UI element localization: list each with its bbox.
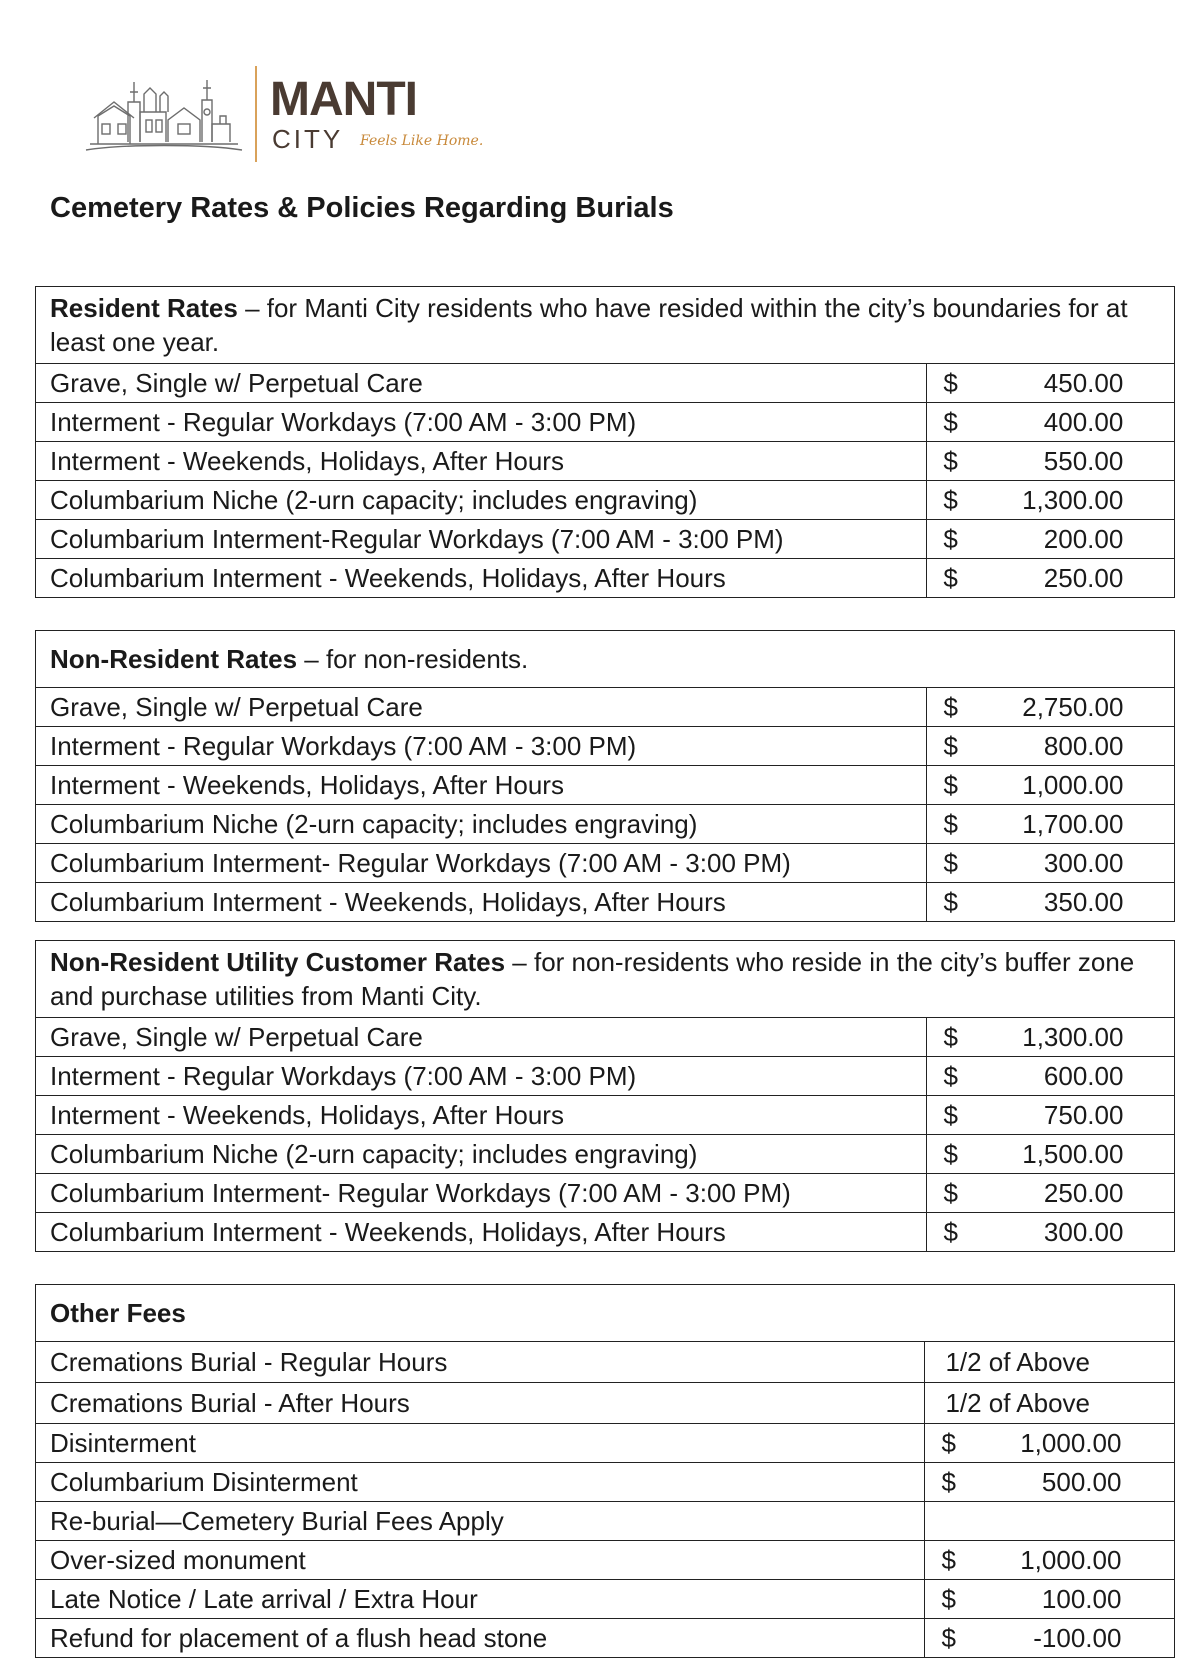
fee-item: Interment - Weekends, Holidays, After Hours <box>36 766 927 805</box>
fee-price <box>927 766 1175 805</box>
table-row <box>36 1057 1175 1096</box>
table-row <box>36 520 1175 559</box>
currency-symbol: $ <box>943 886 958 917</box>
fee-price <box>927 844 1175 883</box>
table-row <box>36 1018 1175 1057</box>
table-row <box>36 766 1175 805</box>
fee-item: Columbarium Interment - Weekends, Holidays, After Hours <box>36 1213 927 1252</box>
currency-symbol: $ <box>941 1583 956 1614</box>
table-row <box>36 1135 1175 1174</box>
section-header <box>36 287 1175 364</box>
currency-symbol: $ <box>943 562 958 593</box>
fee-price <box>927 1213 1175 1252</box>
page-title: Cemetery Rates & Policies Regarding Burials <box>50 192 674 224</box>
fee-amount: 100.00 <box>1041 1583 1122 1614</box>
fee-item: Interment - Regular Workdays (7:00 AM - 3:00 PM) <box>36 403 927 442</box>
fee-amount: 300.00 <box>1043 1216 1124 1247</box>
fee-item: Cremations Burial - Regular Hours <box>36 1342 925 1383</box>
fee-item: Over-sized monument <box>36 1541 925 1580</box>
currency-symbol: $ <box>943 1021 958 1052</box>
currency-symbol: $ <box>943 1060 958 1091</box>
table-row <box>36 805 1175 844</box>
fee-amount: 250.00 <box>1043 562 1124 593</box>
section-description: – for Manti City residents who have resided within the city’s boundaries for at least one year. <box>50 293 1128 357</box>
currency-symbol: $ <box>943 769 958 800</box>
fee-note: 1/2 of Above <box>945 1346 1090 1377</box>
fee-item: Disinterment <box>36 1424 925 1463</box>
fee-price <box>927 1057 1175 1096</box>
fee-price <box>927 1174 1175 1213</box>
fee-item: Columbarium Niche (2-urn capacity; includes engraving) <box>36 1135 927 1174</box>
fee-price <box>927 727 1175 766</box>
fee-item: Grave, Single w/ Perpetual Care <box>36 364 927 403</box>
table-row <box>36 1383 1175 1424</box>
fee-item: Interment - Weekends, Holidays, After Hours <box>36 1096 927 1135</box>
fee-price <box>925 1424 1175 1463</box>
fee-amount: 550.00 <box>1043 445 1124 476</box>
utility-customer-rates-table <box>35 940 1175 1252</box>
fee-price <box>927 442 1175 481</box>
fee-amount: 300.00 <box>1043 847 1124 878</box>
fee-item: Grave, Single w/ Perpetual Care <box>36 688 927 727</box>
fee-item: Columbarium Interment- Regular Workdays (7:00 AM - 3:00 PM) <box>36 844 927 883</box>
currency-symbol: $ <box>941 1427 956 1458</box>
table-row <box>36 1619 1175 1658</box>
fee-price <box>925 1502 1175 1541</box>
section-heading: Non-Resident Utility Customer Rates <box>50 947 506 977</box>
fee-item: Re-burial—Cemetery Burial Fees Apply <box>36 1502 925 1541</box>
currency-symbol: $ <box>943 691 958 722</box>
section-header <box>36 941 1175 1018</box>
currency-symbol: $ <box>943 1138 958 1169</box>
section-header <box>36 631 1175 688</box>
currency-symbol: $ <box>943 847 958 878</box>
fee-price <box>927 403 1175 442</box>
fee-price <box>927 364 1175 403</box>
logo-city-text: CITY <box>272 124 344 154</box>
fee-price <box>925 1580 1175 1619</box>
logo-tagline: Feels Like Home. <box>360 133 484 149</box>
fee-amount: 800.00 <box>1043 730 1124 761</box>
manti-city-logo <box>84 66 504 166</box>
currency-symbol: $ <box>941 1544 956 1575</box>
fee-amount: 500.00 <box>1041 1466 1122 1497</box>
currency-symbol: $ <box>943 1216 958 1247</box>
table-row <box>36 1502 1175 1541</box>
fee-item: Columbarium Interment- Regular Workdays (7:00 AM - 3:00 PM) <box>36 1174 927 1213</box>
currency-symbol: $ <box>943 523 958 554</box>
fee-item: Late Notice / Late arrival / Extra Hour <box>36 1580 925 1619</box>
table-row <box>36 1424 1175 1463</box>
fee-item: Grave, Single w/ Perpetual Care <box>36 1018 927 1057</box>
table-row <box>36 727 1175 766</box>
fee-item: Interment - Regular Workdays (7:00 AM - 3:00 PM) <box>36 727 927 766</box>
table-row <box>36 1174 1175 1213</box>
fee-amount: 600.00 <box>1043 1060 1124 1091</box>
non-resident-rates-table <box>35 630 1175 922</box>
fee-item: Columbarium Niche (2-urn capacity; includes engraving) <box>36 805 927 844</box>
logo-divider <box>255 66 257 162</box>
currency-symbol: $ <box>943 808 958 839</box>
currency-symbol: $ <box>941 1466 956 1497</box>
fee-price <box>925 1383 1175 1424</box>
fee-amount: 200.00 <box>1043 523 1124 554</box>
section-heading: Other Fees <box>50 1298 186 1328</box>
table-row <box>36 1096 1175 1135</box>
currency-symbol: $ <box>943 406 958 437</box>
fee-amount: 1,000.00 <box>1020 1427 1122 1458</box>
section-heading: Non-Resident Rates <box>50 644 298 674</box>
currency-symbol: $ <box>943 1099 958 1130</box>
fee-price <box>927 520 1175 559</box>
table-row <box>36 1213 1175 1252</box>
section-heading: Resident Rates <box>50 293 238 323</box>
table-row <box>36 442 1175 481</box>
fee-price <box>925 1342 1175 1383</box>
fee-price <box>925 1619 1175 1658</box>
table-row <box>36 1463 1175 1502</box>
resident-rates-table <box>35 286 1175 598</box>
fee-item: Columbarium Interment - Weekends, Holidays, After Hours <box>36 559 927 598</box>
fee-item: Columbarium Interment - Weekends, Holidays, After Hours <box>36 883 927 922</box>
section-description: – for non-residents. <box>297 644 529 674</box>
town-skyline-icon <box>84 72 244 156</box>
fee-amount: 1,300.00 <box>1022 484 1124 515</box>
currency-symbol: $ <box>943 445 958 476</box>
currency-symbol: $ <box>941 1622 956 1653</box>
fee-item: Columbarium Disinterment <box>36 1463 925 1502</box>
logo-wordmark: MANTI <box>270 73 417 126</box>
table-row <box>36 688 1175 727</box>
fee-price <box>927 481 1175 520</box>
other-fees-table <box>35 1284 1175 1658</box>
currency-symbol: $ <box>943 1177 958 1208</box>
table-row <box>36 883 1175 922</box>
fee-amount: 1,500.00 <box>1022 1138 1124 1169</box>
fee-amount: 2,750.00 <box>1022 691 1124 722</box>
fee-price <box>927 1096 1175 1135</box>
fee-price <box>927 805 1175 844</box>
fee-amount: 400.00 <box>1043 406 1124 437</box>
fee-amount: 450.00 <box>1043 367 1124 398</box>
fee-item: Interment - Weekends, Holidays, After Hours <box>36 442 927 481</box>
fee-amount: 1,000.00 <box>1020 1544 1122 1575</box>
fee-price <box>927 688 1175 727</box>
fee-item: Refund for placement of a flush head stone <box>36 1619 925 1658</box>
fee-amount: 1,700.00 <box>1022 808 1124 839</box>
fee-price <box>927 1018 1175 1057</box>
fee-item: Interment - Regular Workdays (7:00 AM - 3:00 PM) <box>36 1057 927 1096</box>
fee-amount: 250.00 <box>1043 1177 1124 1208</box>
fee-amount: 1,300.00 <box>1022 1021 1124 1052</box>
fee-price <box>927 883 1175 922</box>
fee-price <box>927 1135 1175 1174</box>
currency-symbol: $ <box>943 367 958 398</box>
fee-item: Columbarium Niche (2-urn capacity; includes engraving) <box>36 481 927 520</box>
fee-amount: 350.00 <box>1043 886 1124 917</box>
table-row <box>36 403 1175 442</box>
fee-price <box>927 559 1175 598</box>
fee-price <box>925 1541 1175 1580</box>
fee-item: Cremations Burial - After Hours <box>36 1383 925 1424</box>
fee-note: 1/2 of Above <box>945 1387 1090 1418</box>
table-row <box>36 364 1175 403</box>
table-row <box>36 1580 1175 1619</box>
fee-price <box>925 1463 1175 1502</box>
fee-amount: 750.00 <box>1043 1099 1124 1130</box>
table-row <box>36 481 1175 520</box>
fee-amount: 1,000.00 <box>1022 769 1124 800</box>
table-row <box>36 844 1175 883</box>
table-row <box>36 1541 1175 1580</box>
currency-symbol: $ <box>943 730 958 761</box>
table-row <box>36 559 1175 598</box>
currency-symbol: $ <box>943 484 958 515</box>
section-description: – for non-residents who reside in the city’s buffer zone and purchase utilities from Manti City. <box>50 947 1135 1011</box>
fee-amount: -100.00 <box>1033 1622 1122 1653</box>
fee-item: Columbarium Interment-Regular Workdays (7:00 AM - 3:00 PM) <box>36 520 927 559</box>
section-header <box>36 1285 1175 1342</box>
table-row <box>36 1342 1175 1383</box>
